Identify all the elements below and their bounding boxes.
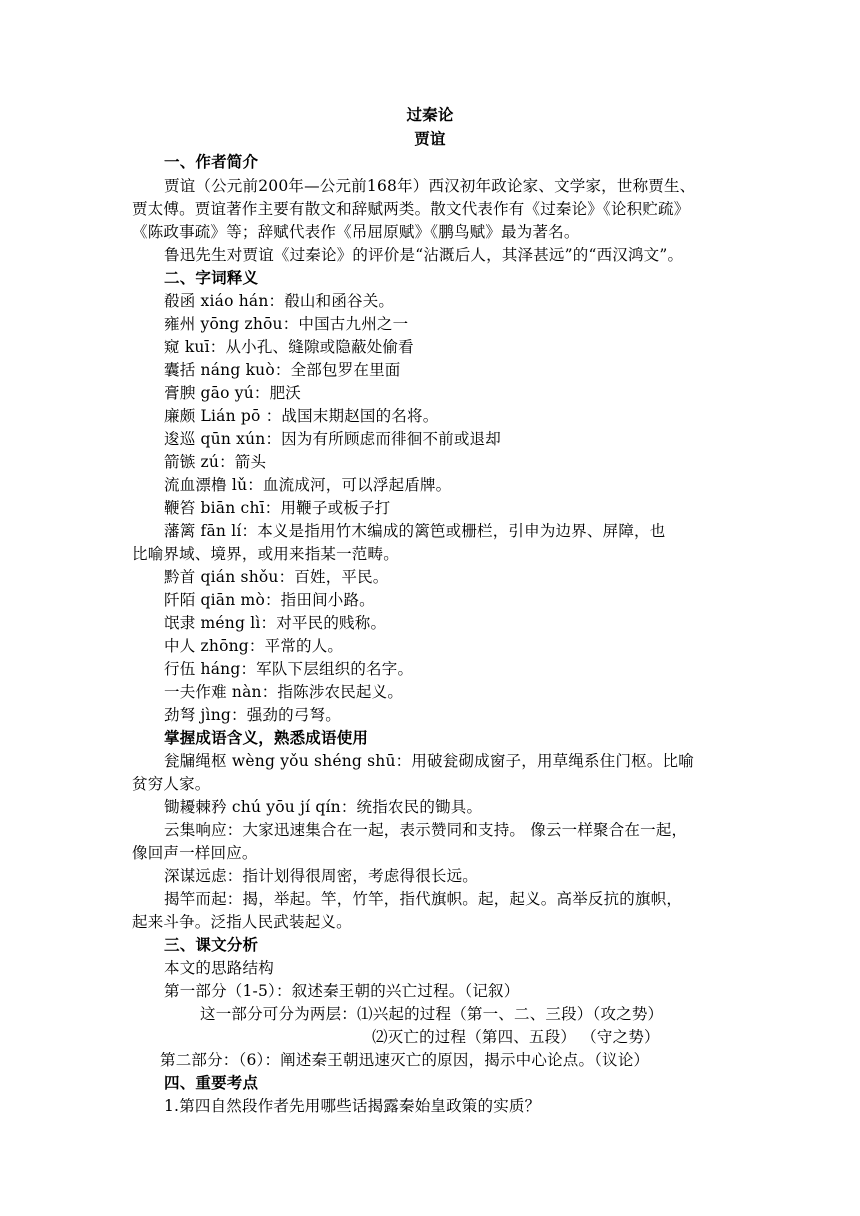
vocab-item: 雍州 yōng zhōu：中国古九州之一 xyxy=(164,315,409,333)
vocab-item: 箭镞 zú：箭头 xyxy=(164,453,267,471)
idiom-item: 深谋远虑：指计划得很周密，考虑得很长远。 xyxy=(164,867,479,885)
vocab-item: 窥 kuī：从小孔、缝隙或隐蔽处偷看 xyxy=(164,338,414,356)
idiom-item: 揭竿而起：揭，举起。竿，竹竿，指代旗帜。起，起义。高举反抗的旗帜， xyxy=(164,890,683,908)
idiom-item: 瓮牖绳枢 wèng yǒu shéng shū：用破瓮砌成窗子，用草绳系住门枢。比喻 xyxy=(164,752,694,770)
vocab-item: 黔首 qián shǒu：百姓，平民。 xyxy=(164,568,389,586)
vocab-item: 流血漂橹 lǔ：血流成河，可以浮起盾牌。 xyxy=(164,476,452,494)
analysis-line: 本文的思路结构 xyxy=(164,959,274,977)
vocab-item: 藩篱 fān lí：本义是指用竹木编成的篱笆或栅栏，引申为边界、屏障，也 xyxy=(164,522,666,540)
vocab-item: 一夫作难 nàn：指陈涉农民起义。 xyxy=(164,683,404,701)
vocab-item: 膏腴 gāo yú：肥沃 xyxy=(164,384,301,402)
vocab-item: 逡巡 qūn xún：因为有所顾虑而徘徊不前或退却 xyxy=(164,430,501,448)
idiom-item-cont: 像回声一样回应。 xyxy=(132,844,258,862)
analysis-line: 第一部分（1-5）：叙述秦王朝的兴亡过程。（记叙） xyxy=(164,982,520,1000)
section-heading-author-intro: 一、作者简介 xyxy=(164,153,259,171)
analysis-line: 这一部分可分为两层：⑴兴起的过程（第一、二、三段）（攻之势） xyxy=(200,1005,664,1023)
analysis-line: ⑵灭亡的过程（第四、五段） （守之势） xyxy=(372,1028,660,1046)
bio-line: 《陈政事疏》等；辞赋代表作《吊屈原赋》《鹏鸟赋》最为著名。 xyxy=(132,223,580,241)
bio-line: 鲁迅先生对贾谊《过秦论》的评价是“沾溉后人，其泽甚远”的“西汉鸿文”。 xyxy=(164,246,684,264)
question-item: 1.第四自然段作者先用哪些话揭露秦始皇政策的实质？ xyxy=(164,1097,541,1115)
idiom-item: 锄耰棘矜 chú yōu jí qín：统指农民的锄具。 xyxy=(164,798,483,816)
bio-line: 贾谊（公元前200年—公元前168年）西汉初年政论家、文学家，世称贾生、 xyxy=(164,177,696,195)
idiom-item: 云集响应：大家迅速集合在一起，表示赞同和支持。 像云一样聚合在一起， xyxy=(164,821,688,839)
doc-author: 贾谊 xyxy=(414,130,446,148)
vocab-item-cont: 比喻界域、境界，或用来指某一范畴。 xyxy=(132,545,399,563)
idiom-item-cont: 贫穷人家。 xyxy=(132,775,211,793)
bio-line: 贾太傅。贾谊著作主要有散文和辞赋两类。散文代表作有《过秦论》《论积贮疏》 xyxy=(132,200,690,218)
vocab-item: 囊括 náng kuò：全部包罗在里面 xyxy=(164,361,401,379)
idiom-item-cont: 起来斗争。泛指人民武装起义。 xyxy=(132,913,352,931)
section-heading-key-points: 四、重要考点 xyxy=(164,1074,259,1092)
analysis-line: 第二部分：（6）：阐述秦王朝迅速灭亡的原因，揭示中心论点。（议论） xyxy=(160,1051,650,1069)
vocab-item: 行伍 háng：军队下层组织的名字。 xyxy=(164,660,414,678)
vocab-item: 鞭笞 biān chī：用鞭子或板子打 xyxy=(164,499,391,517)
vocab-item: 氓隶 méng lì：对平民的贱称。 xyxy=(164,614,387,632)
section-heading-analysis: 三、课文分析 xyxy=(164,936,259,954)
vocab-item: 殽函 xiáo hán：殽山和函谷关。 xyxy=(164,292,395,310)
doc-title: 过秦论 xyxy=(406,106,454,124)
vocab-item: 中人 zhōng：平常的人。 xyxy=(164,637,344,655)
vocab-item: 阡陌 qiān mò：指田间小路。 xyxy=(164,591,375,609)
vocab-item: 廉颇 Lián pō ：战国末期赵国的名将。 xyxy=(164,407,439,425)
section-heading-vocabulary: 二、字词释义 xyxy=(164,269,259,287)
section-heading-idioms: 掌握成语含义，熟悉成语使用 xyxy=(164,729,369,747)
vocab-item: 劲弩 jìng：强劲的弓弩。 xyxy=(164,706,341,724)
